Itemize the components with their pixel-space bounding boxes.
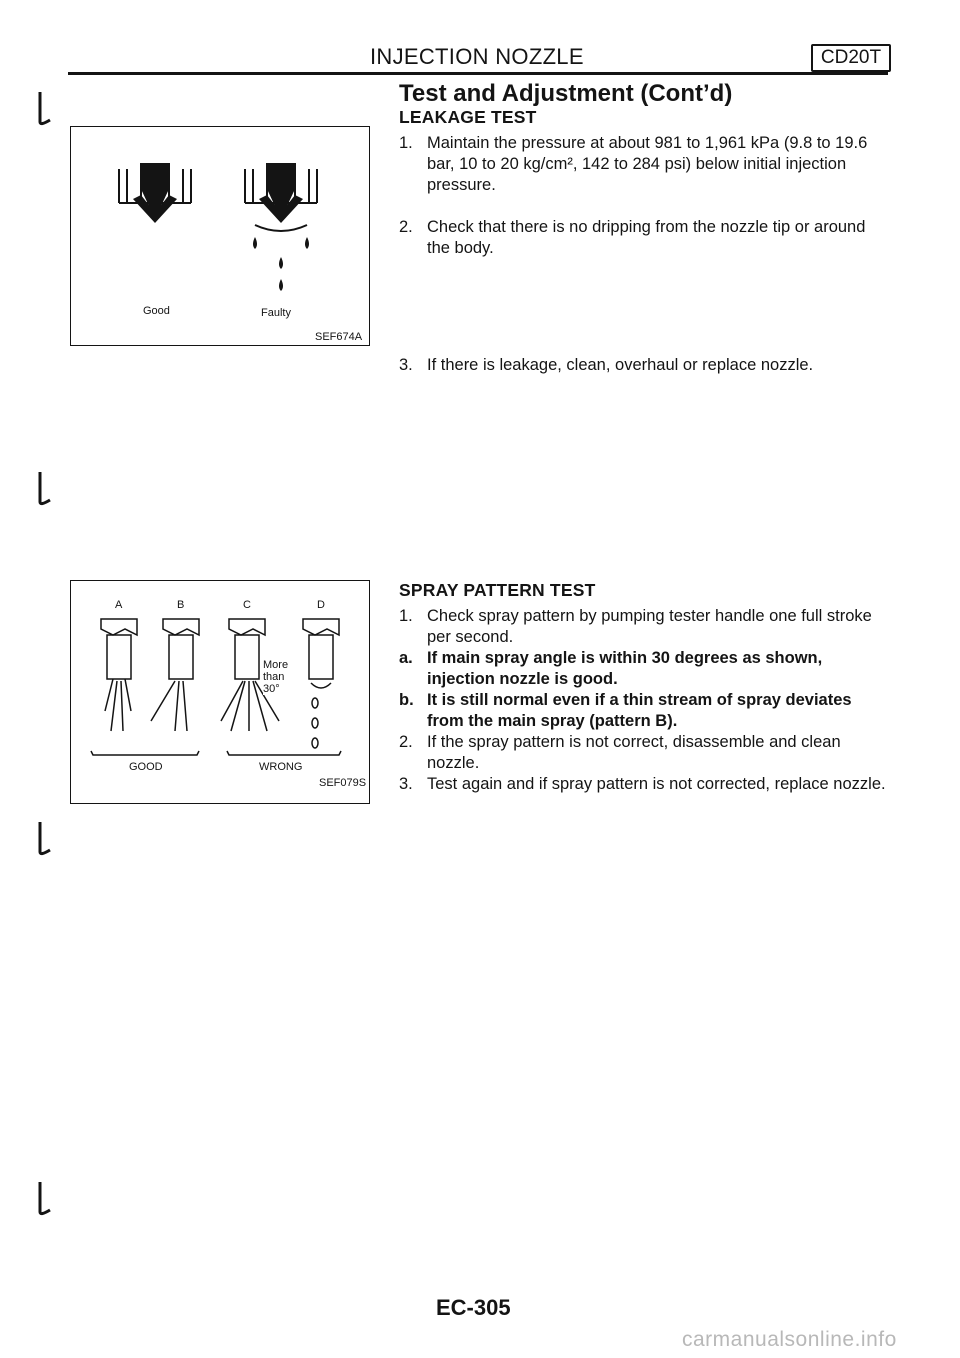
step-number: 2. bbox=[399, 733, 413, 751]
step-text: Test again and if spray pattern is not corrected, replace nozzle. bbox=[427, 775, 886, 793]
page-number: EC-305 bbox=[436, 1295, 511, 1320]
step-number: 3. bbox=[399, 775, 413, 793]
step-number: 3. bbox=[399, 356, 413, 374]
pattern-label-b: B bbox=[177, 599, 185, 611]
step-number: b. bbox=[399, 691, 414, 709]
good-label: GOOD bbox=[129, 761, 163, 773]
spray-step-b bbox=[399, 690, 889, 732]
header-rule bbox=[68, 72, 888, 75]
step-text: If the spray pattern is not correct, disassemble and clean nozzle. bbox=[427, 733, 841, 772]
spray-step-2 bbox=[399, 732, 889, 774]
spray-step-3 bbox=[399, 774, 889, 816]
faulty-label: Faulty bbox=[261, 307, 291, 319]
binding-mark-icon bbox=[34, 470, 54, 510]
leakage-test-heading: LEAKAGE TEST bbox=[399, 107, 537, 127]
step-text: Maintain the pressure at about 981 to 1,961 kPa (9.8 to 19.6 bar, 10 to 20 kg/cm², 142 to 284 psi) below initial injection pressure. bbox=[427, 134, 868, 194]
nozzle-drip-diagram bbox=[71, 127, 369, 345]
binding-mark-icon bbox=[34, 1180, 54, 1220]
step-text: If main spray angle is within 30 degrees as shown, injection nozzle is good. bbox=[427, 649, 823, 688]
step-text: Check that there is no dripping from the nozzle tip or around the body. bbox=[427, 218, 866, 257]
wrong-label: WRONG bbox=[259, 761, 303, 773]
step-number: 1. bbox=[399, 134, 413, 152]
spray-step-a bbox=[399, 648, 889, 690]
spray-pattern-figure bbox=[70, 580, 370, 804]
step-text: It is still normal even if a thin stream of spray deviates from the main spray (pattern B). bbox=[427, 691, 852, 730]
pattern-label-d: D bbox=[317, 599, 325, 611]
page-header-title: INJECTION NOZZLE bbox=[370, 44, 584, 69]
leakage-test-figure bbox=[70, 126, 370, 346]
angle-note: More than 30° bbox=[263, 659, 303, 695]
step-text: If there is leakage, clean, overhaul or replace nozzle. bbox=[427, 356, 814, 374]
leakage-step-1 bbox=[399, 133, 889, 217]
step-number: 1. bbox=[399, 607, 413, 625]
pattern-label-c: C bbox=[243, 599, 251, 611]
good-label: Good bbox=[143, 305, 170, 317]
step-text: Check spray pattern by pumping tester handle one full stroke per second. bbox=[427, 607, 872, 646]
footer-watermark: carmanualsonline.info bbox=[682, 1328, 897, 1351]
figure-code: SEF079S bbox=[319, 777, 367, 789]
spray-pattern-diagram bbox=[71, 581, 369, 803]
pattern-label-a: A bbox=[115, 599, 123, 611]
binding-mark-icon bbox=[34, 820, 54, 860]
spray-test-heading: SPRAY PATTERN TEST bbox=[399, 580, 596, 600]
step-number: 2. bbox=[399, 218, 413, 236]
engine-code-badge: CD20T bbox=[811, 44, 891, 72]
leakage-step-2 bbox=[399, 217, 889, 259]
spray-step-1 bbox=[399, 606, 889, 648]
section-title: Test and Adjustment (Cont’d) bbox=[399, 80, 733, 107]
step-number: a. bbox=[399, 649, 413, 667]
figure-code: SEF674A bbox=[315, 331, 363, 343]
binding-mark-icon bbox=[34, 90, 54, 130]
leakage-step-3 bbox=[399, 355, 889, 377]
